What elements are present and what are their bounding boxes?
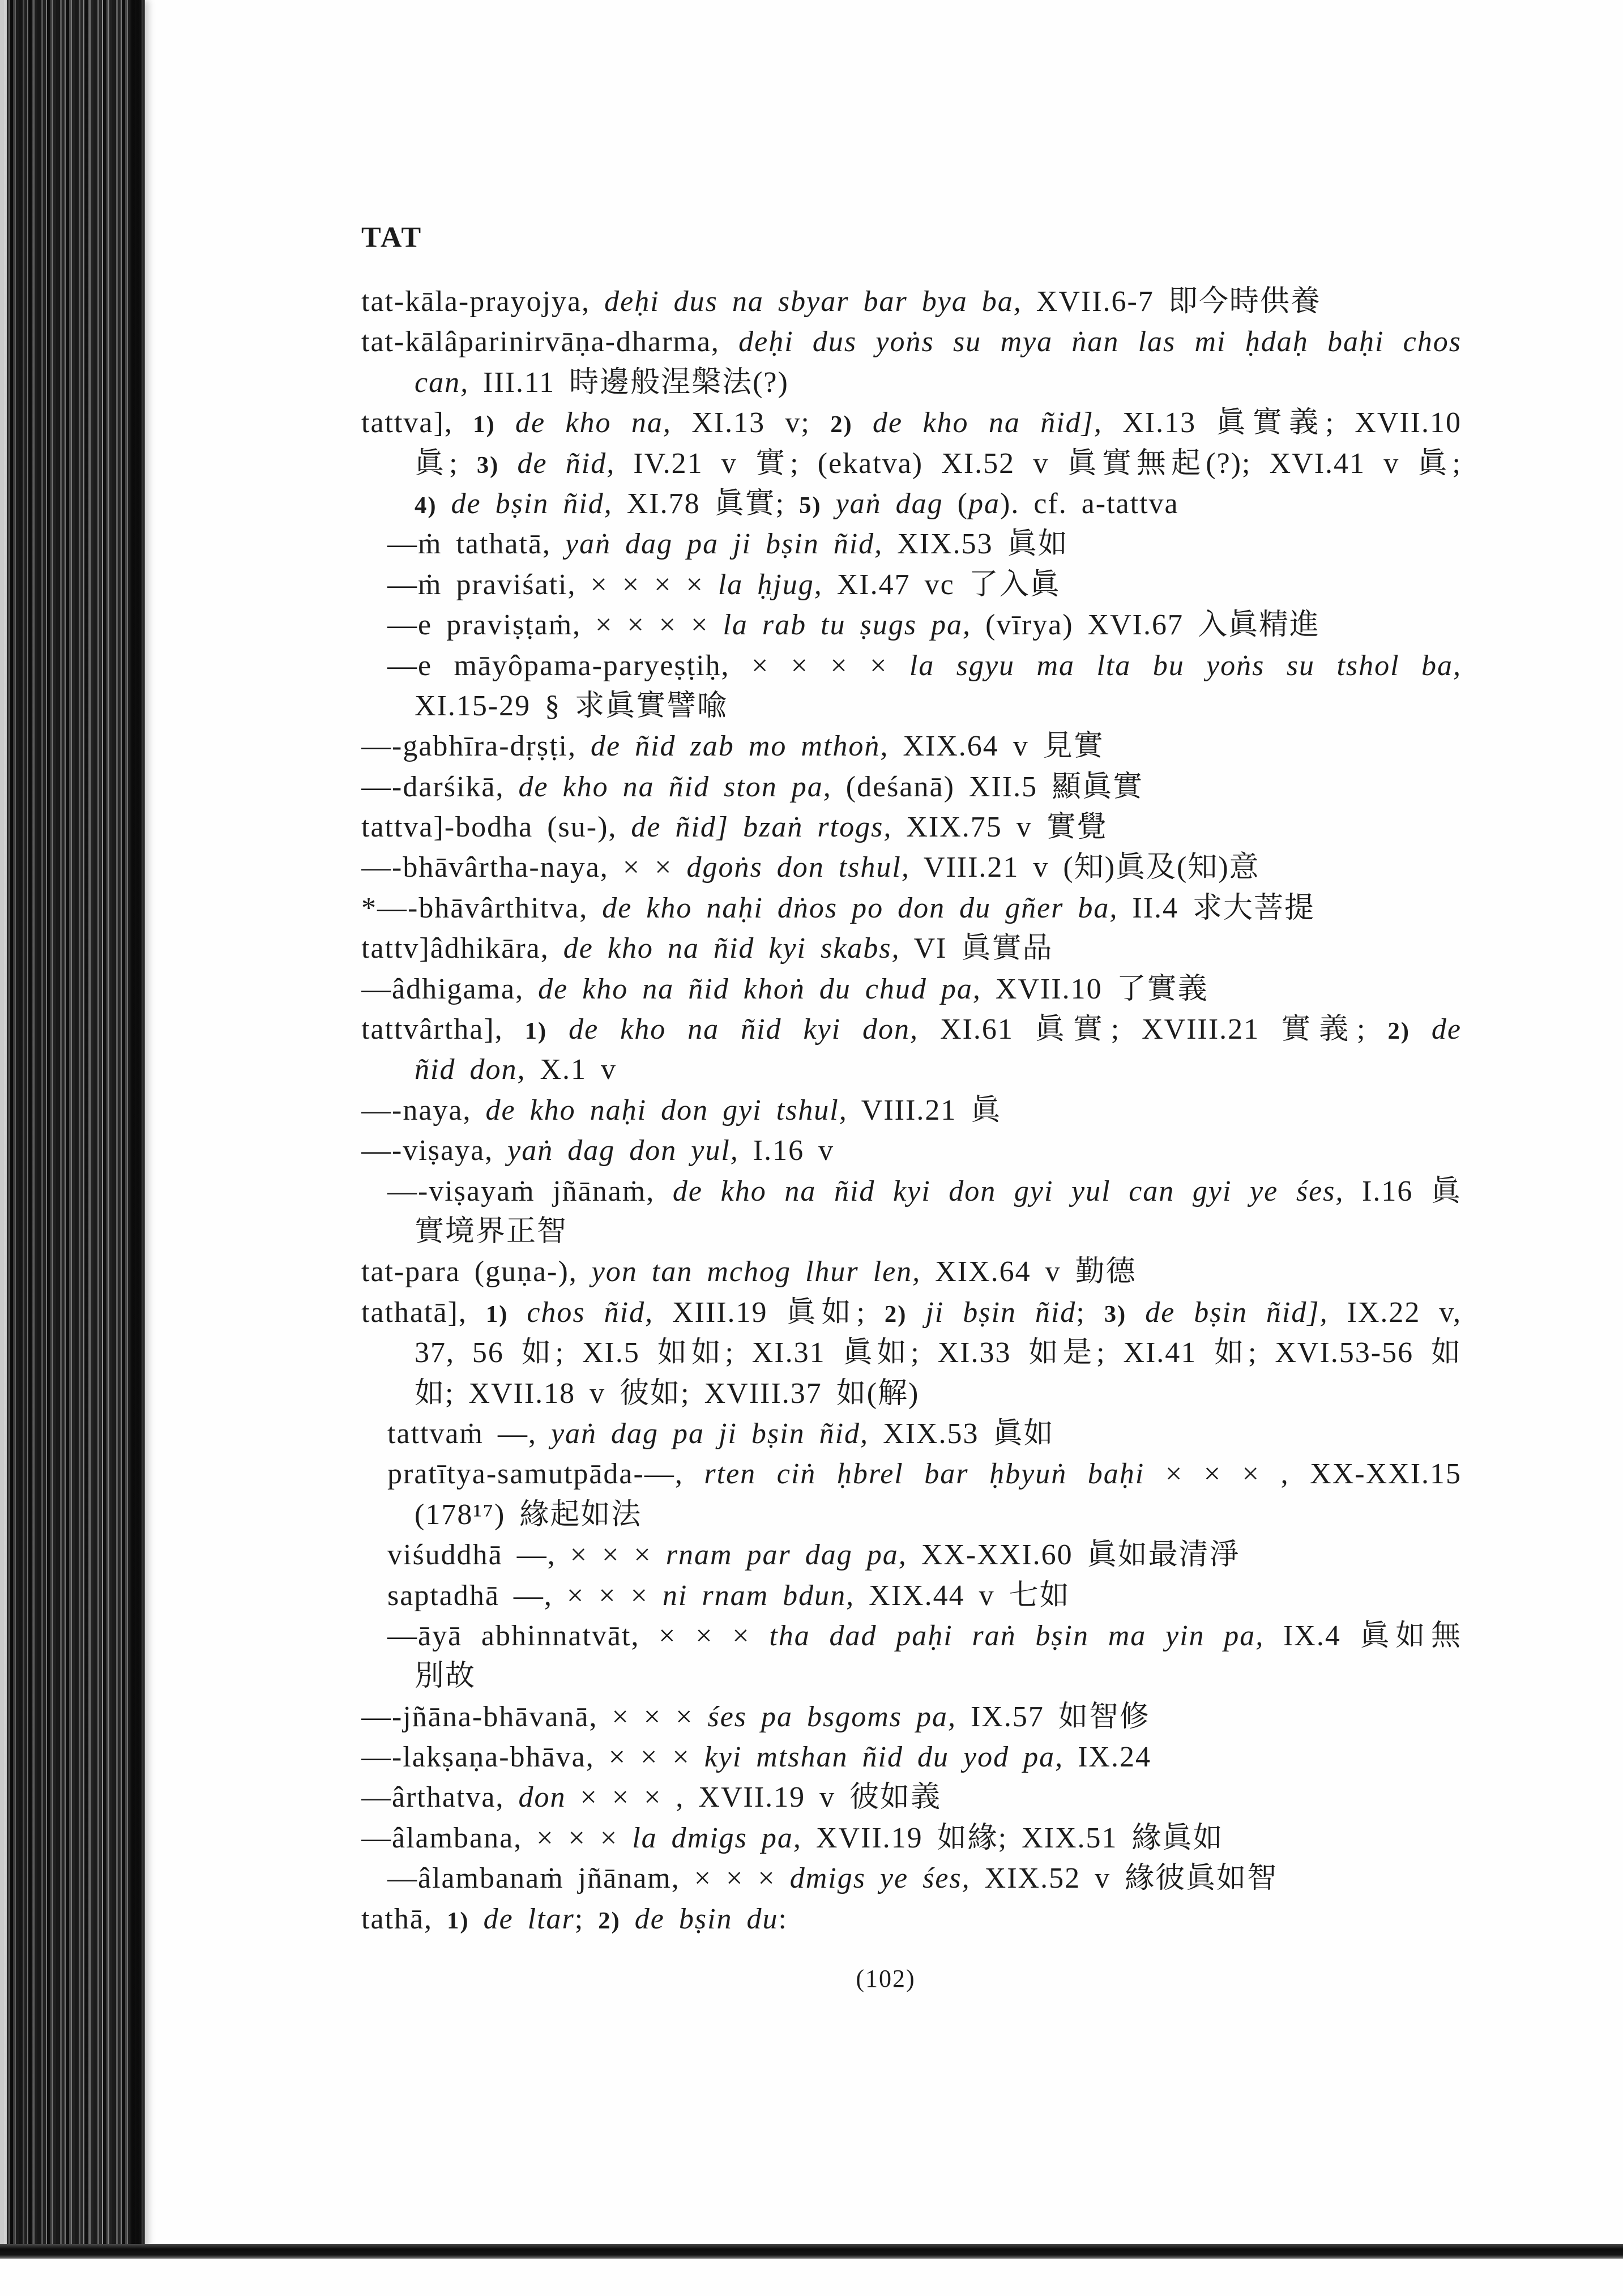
entry-line (361, 726, 1462, 766)
entry-text: tattva]-bodha (su-), (361, 811, 631, 844)
entry-line (361, 362, 1462, 403)
tibetan-text: de bṣin ñid, (437, 487, 613, 520)
entry-text: I.16 眞 (1344, 1175, 1462, 1207)
entry-text: IX.57 如智修 (956, 1700, 1150, 1733)
entry-line (361, 524, 1462, 564)
entry-line (361, 1737, 1462, 1777)
entry-text: IX.24 (1064, 1741, 1151, 1774)
entry-line (361, 1373, 1462, 1414)
entry-text: 如; XVII.18 v 彼如; XVIII.37 如(解) (415, 1377, 920, 1410)
entry-text: —âdhigama, (361, 972, 539, 1005)
entry-text: tattvaṁ —, (387, 1417, 551, 1450)
entry-text: II.4 求大菩提 (1118, 891, 1316, 924)
tibetan-text: can, (415, 366, 469, 399)
tibetan-text: la ḥjug, (717, 568, 823, 601)
entry-line (361, 1576, 1462, 1616)
tibetan-text: yaṅ dag pa ji bṣin ñid, (550, 1417, 869, 1450)
tibetan-text: tha dad paḥi raṅ bṣin ma yin pa, (769, 1619, 1265, 1652)
entry-text: VIII.21 眞 (847, 1094, 1002, 1126)
entry-line (361, 443, 1462, 484)
entry-text: ( (943, 487, 968, 520)
entry-text: ; (1076, 1296, 1104, 1329)
entry-line (361, 807, 1462, 847)
entry-text: XIX.75 v 實覺 (892, 811, 1108, 844)
tibetan-text: de (1410, 1013, 1462, 1046)
entry-text: —ṁ praviśati, × × × × (387, 568, 718, 601)
entry-text: XIX.64 v 勤德 (921, 1256, 1137, 1288)
entry-line (361, 888, 1462, 928)
entry-text: —-jñāna-bhāvanā, × × × (361, 1700, 708, 1733)
sense-number: 3) (1104, 1300, 1127, 1328)
entry-line (361, 1333, 1462, 1373)
tibetan-text: yon tan mchog lhur len, (591, 1256, 921, 1288)
entry-text: IV.21 v 實; (ekatva) XI.52 v 眞實無起(?); XVI.41 v 眞; (615, 447, 1462, 480)
entry-text: —-viṣayaṁ jñānaṁ, (387, 1175, 673, 1207)
tibetan-text: de kho na ñid kyi don gyi yul can gyi ye śes, (672, 1175, 1344, 1207)
entry-text: tat-kāla-prayojya, (361, 285, 605, 318)
sense-number: 2) (1387, 1018, 1410, 1045)
entry-text: —ṁ tathatā, (387, 528, 566, 561)
entry-text: tathā, (361, 1902, 447, 1935)
sense-number: 2) (830, 411, 853, 438)
entry-text: —ârthatva, (361, 1781, 519, 1814)
entry-line (361, 605, 1462, 645)
entry-text: XI.47 vc 了入眞 (822, 568, 1061, 601)
entry-text: XIX.64 v 見實 (889, 730, 1104, 763)
entry-line (361, 1252, 1462, 1292)
entry-text: —-gabhīra-dṛṣṭi, (361, 730, 591, 763)
tibetan-text: de kho na ñid ston pa, (518, 770, 832, 803)
entry-text: XI.15-29 § 求眞實譬喩 (415, 689, 728, 722)
tibetan-text: dmigs ye śes, (789, 1862, 971, 1895)
entry-line (361, 565, 1462, 605)
entry-line (361, 969, 1462, 1009)
sense-number: 5) (799, 492, 822, 519)
entry-text: tattv]âdhikāra, (361, 932, 563, 965)
entry-line (361, 1818, 1462, 1858)
entry-text: 37, 56 如; XI.5 如如; XI.31 眞如; XI.33 如是; XI.41 如; XVI.53-56 如 (415, 1337, 1462, 1369)
entry-line (361, 1130, 1462, 1171)
entry-line (361, 322, 1462, 362)
tibetan-text: kyi mtshan ñid du yod pa, (704, 1741, 1064, 1774)
entry-text: pratītya-samutpāda-—, (387, 1458, 704, 1491)
entry-line (361, 646, 1462, 686)
running-head: TAT (361, 221, 423, 254)
entry-line (361, 847, 1462, 887)
entry-text: XVII.6-7 即今時供養 (1022, 285, 1321, 318)
entry-line (361, 1495, 1462, 1535)
entry-line (361, 686, 1462, 726)
entry-text: XI.61 眞實; XVIII.21 實義; (919, 1013, 1388, 1046)
tibetan-text: don (518, 1781, 566, 1814)
entry-text: —âlambanaṁ jñānam, × × × (387, 1862, 790, 1895)
tibetan-text: de kho na ñid kyi don, (547, 1013, 919, 1046)
book-spine-edge (0, 0, 145, 2248)
tibetan-text: yaṅ dag (821, 487, 943, 520)
entry-text: III.11 時邊般涅槃法(?) (469, 366, 789, 399)
entry-text: (vīrya) XVI.67 入眞精進 (971, 609, 1320, 642)
entry-text: —-naya, (361, 1094, 486, 1126)
entry-text: XVII.10 了實義 (981, 972, 1208, 1005)
entry-text: tathatā], (361, 1296, 486, 1329)
entry-text: × × × , XVII.19 v 彼如義 (566, 1781, 942, 1814)
tibetan-text: de kho na, (495, 407, 672, 439)
entry-line (361, 1616, 1462, 1656)
entry-line (361, 767, 1462, 807)
entry-text: IX.22 v, (1328, 1296, 1462, 1329)
entry-line (361, 1292, 1462, 1333)
tibetan-text: la dmigs pa, (632, 1821, 802, 1854)
entry-text: XVII.19 如緣; XIX.51 緣眞如 (801, 1821, 1224, 1854)
tibetan-text: chos ñid, (508, 1296, 654, 1329)
sense-number: 2) (884, 1300, 907, 1328)
sense-number: 1) (473, 411, 496, 438)
entry-text: ; (574, 1902, 599, 1935)
tibetan-text: la rab tu ṣugs pa, (723, 609, 972, 642)
scan-bottom-edge (0, 2244, 1623, 2259)
entry-text: × × × , XX-XXI.15 (1144, 1458, 1462, 1491)
entry-text: XIX.44 v 七如 (855, 1579, 1070, 1612)
entry-line (361, 1656, 1462, 1696)
entry-line (361, 1049, 1462, 1090)
entry-text: X.1 v (526, 1053, 617, 1086)
entry-text: IX.4 眞如無 (1264, 1619, 1462, 1652)
tibetan-text: rten ciṅ ḥbrel bar ḥbyuṅ baḥi (704, 1458, 1145, 1491)
entry-line (361, 484, 1462, 524)
sense-number: 4) (415, 492, 437, 519)
tibetan-text: de ñid, (499, 447, 616, 480)
entry-line (361, 1090, 1462, 1130)
entry-text: —-viṣaya, (361, 1134, 508, 1167)
sense-number: 2) (598, 1907, 621, 1934)
entry-text: —e māyôpama-paryeṣṭiḥ, × × × × (387, 649, 909, 682)
entry-text: —âlambana, × × × (361, 1821, 633, 1854)
entry-line (361, 1171, 1462, 1211)
entry-text: 實境界正智 (415, 1215, 568, 1248)
entry-text: 別故 (415, 1660, 476, 1693)
entry-line (361, 1454, 1462, 1494)
tibetan-text: de bṣin ñid], (1126, 1296, 1329, 1329)
tibetan-text: de kho na ñid], (852, 407, 1103, 439)
entry-text: —e praviṣṭaṁ, × × × × (387, 609, 723, 642)
entry-text: XIX.53 眞如 (869, 1417, 1054, 1450)
tibetan-text: deḥi dus yoṅs su mya ṅan las mi ḥdaḥ baḥi chos (738, 326, 1462, 359)
entry-text: XIII.19 眞如; (654, 1296, 885, 1329)
sense-number: 1) (447, 1907, 469, 1934)
tibetan-text: yaṅ dag don yul, (507, 1134, 739, 1167)
entry-list (361, 281, 1462, 1939)
tibetan-text: de ñid] bzaṅ rtogs, (631, 811, 892, 844)
page-number: (102) (856, 1965, 916, 1992)
tibetan-text: de bṣin du (620, 1902, 779, 1935)
tibetan-text: śes pa bsgoms pa, (707, 1700, 957, 1733)
entry-text: VI 眞實品 (900, 932, 1053, 965)
entry-text: —-bhāvârtha-naya, × × (361, 851, 687, 884)
tibetan-text: ni rnam bdun, (662, 1579, 855, 1612)
tibetan-text: de ltar (469, 1902, 575, 1935)
entry-line (361, 1899, 1462, 1939)
tibetan-text: de ñid zab mo mthoṅ, (591, 730, 889, 763)
entry-text: XX-XXI.60 眞如最清淨 (907, 1539, 1240, 1572)
entry-text: (178¹⁷) 緣起如法 (415, 1498, 642, 1531)
entry-text: VIII.21 v (知)眞及(知)意 (909, 851, 1260, 884)
entry-line (361, 1697, 1462, 1737)
tibetan-text: pa (968, 487, 1000, 520)
entry-text: XI.13 v; (671, 407, 831, 439)
entry-line (361, 1858, 1462, 1898)
entry-text: —āyā abhinnatvāt, × × × (387, 1619, 770, 1652)
tibetan-text: de kho naḥi dṅos po don du gñer ba, (602, 891, 1118, 924)
entry-text: 眞; (415, 447, 477, 480)
entry-line (361, 1777, 1462, 1817)
entry-text: : (778, 1902, 788, 1935)
entry-text: XIX.52 v 緣彼眞如智 (970, 1862, 1278, 1895)
tibetan-text: de kho naḥi don gyi tshul, (485, 1094, 848, 1126)
sense-number: 3) (476, 451, 499, 479)
tibetan-text: de kho na ñid kyi skabs, (563, 932, 900, 965)
entry-text: tattva], (361, 407, 473, 439)
entry-line (361, 928, 1462, 968)
entry-text: XI.13 眞實義; XVII.10 (1102, 407, 1462, 439)
entry-text: ). cf. a-tattva (1000, 487, 1179, 520)
entry-text: XIX.53 眞如 (883, 528, 1069, 561)
tibetan-text: la sgyu ma lta bu yoṅs su tshol ba, (909, 649, 1462, 682)
entry-text: tat-kālâparinirvāṇa-dharma, (361, 326, 739, 359)
entry-text: I.16 v (738, 1134, 835, 1167)
entry-text: —-lakṣaṇa-bhāva, × × × (361, 1741, 704, 1774)
sense-number: 1) (485, 1300, 509, 1328)
entry-text: tattvârtha], (361, 1013, 525, 1046)
entry-text: saptadhā —, × × × (387, 1579, 663, 1612)
tibetan-text: rnam par dag pa, (665, 1539, 907, 1572)
entry-text: (deśanā) XII.5 顯眞實 (831, 770, 1144, 803)
entry-line (361, 403, 1462, 443)
entry-line (361, 1414, 1462, 1454)
entry-line (361, 281, 1462, 322)
tibetan-text: ñid don, (415, 1053, 526, 1086)
tibetan-text: de kho na ñid khoṅ du chud pa, (538, 972, 981, 1005)
entry-text: *—-bhāvârthitva, (361, 891, 603, 924)
entry-line (361, 1211, 1462, 1252)
tibetan-text: yaṅ dag pa ji bṣin ñid, (565, 528, 883, 561)
entry-text: XI.78 眞實; (612, 487, 800, 520)
entry-line (361, 1009, 1462, 1049)
tibetan-text: deḥi dus na sbyar bar bya ba, (604, 285, 1022, 318)
tibetan-text: dgoṅs don tshul, (686, 851, 910, 884)
tibetan-text: ji bṣin ñid (907, 1296, 1077, 1329)
entry-text: tat-para (guṇa-), (361, 1256, 592, 1288)
entry-text: viśuddhā —, × × × (387, 1539, 666, 1572)
sense-number: 1) (524, 1018, 548, 1045)
entry-line (361, 1535, 1462, 1575)
entry-text: —-darśikā, (361, 770, 519, 803)
